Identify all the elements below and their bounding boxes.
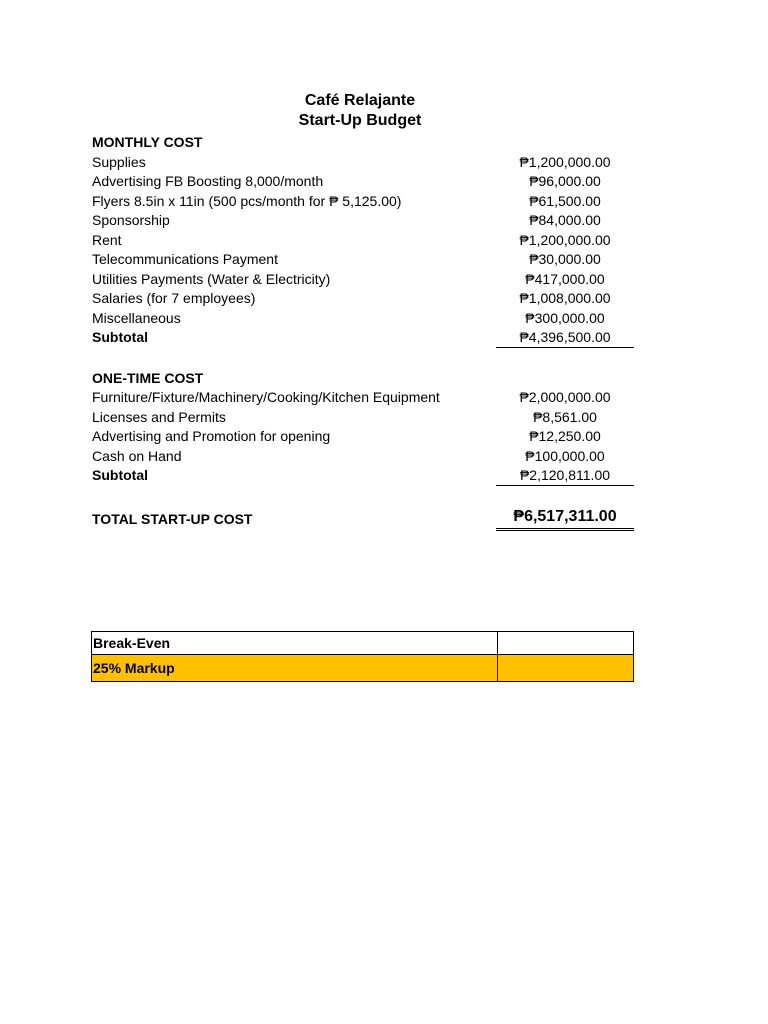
break-even-label: Break-Even — [92, 632, 498, 655]
subtotal-amount: ₱4,396,500.00 — [496, 328, 634, 348]
item-amount: ₱1,008,000.00 — [519, 290, 611, 306]
monthly-cost-heading: MONTHLY COST — [92, 134, 203, 150]
break-even-table — [91, 631, 634, 682]
one-time-row — [92, 408, 634, 428]
item-amount: ₱84,000.00 — [529, 212, 601, 228]
monthly-row — [92, 211, 634, 231]
one-time-row — [92, 388, 634, 408]
monthly-row — [92, 231, 634, 251]
item-label: Furniture/Fixture/Machinery/Cooking/Kitchen Equipment — [92, 389, 440, 405]
item-label: Telecommunications Payment — [92, 251, 278, 267]
item-amount: ₱1,200,000.00 — [519, 153, 611, 170]
subtotal-amount: ₱2,120,811.00 — [496, 466, 634, 486]
document-title — [230, 91, 490, 131]
item-label: Flyers 8.5in x 11in (500 pcs/month for ₱ 5,125.00) — [92, 192, 402, 209]
item-label: Advertising and Promotion for opening — [92, 428, 331, 444]
item-label: Cash on Hand — [92, 447, 182, 464]
item-amount: ₱12,250.00 — [529, 428, 601, 444]
item-amount: ₱8,561.00 — [533, 408, 597, 425]
monthly-subtotal-row — [92, 328, 634, 348]
monthly-row — [92, 172, 634, 192]
item-label: Salaries (for 7 employees) — [92, 290, 256, 306]
total-startup-row — [92, 505, 634, 531]
break-even-row — [92, 632, 634, 655]
item-label: Utilities Payments (Water & Electricity) — [92, 270, 331, 287]
one-time-cost-heading: ONE-TIME COST — [92, 369, 204, 386]
item-amount: ₱30,000.00 — [529, 251, 601, 267]
item-label: Supplies — [92, 153, 146, 170]
item-label: Rent — [92, 231, 122, 248]
one-time-subtotal-row — [92, 466, 634, 486]
monthly-row — [92, 309, 634, 329]
markup-value-cell[interactable] — [498, 655, 634, 682]
item-amount: ₱61,500.00 — [529, 192, 601, 209]
one-time-row — [92, 427, 634, 447]
markup-row — [92, 655, 634, 682]
item-amount: ₱300,000.00 — [525, 309, 605, 326]
section-spacer — [92, 348, 634, 369]
markup-label: 25% Markup — [92, 655, 498, 682]
cafe-name: Café Relajante — [304, 92, 416, 109]
section-spacer — [92, 486, 634, 505]
break-even-value-cell[interactable] — [498, 632, 634, 655]
item-label: Licenses and Permits — [92, 408, 226, 425]
subtotal-label: Subtotal — [92, 329, 148, 345]
monthly-row — [92, 192, 634, 212]
monthly-row — [92, 270, 634, 290]
item-amount: ₱2,000,000.00 — [519, 389, 611, 405]
monthly-row — [92, 289, 634, 309]
item-amount: ₱96,000.00 — [529, 173, 601, 189]
item-amount: ₱417,000.00 — [525, 270, 605, 287]
monthly-row — [92, 250, 634, 270]
total-label: TOTAL START-UP COST — [92, 510, 253, 527]
item-amount: ₱100,000.00 — [525, 447, 605, 464]
item-label: Advertising FB Boosting 8,000/month — [92, 173, 324, 189]
monthly-row — [92, 153, 634, 173]
item-label: Miscellaneous — [92, 309, 181, 326]
one-time-row — [92, 447, 634, 467]
item-label: Sponsorship — [92, 212, 170, 228]
total-amount: ₱6,517,311.00 — [496, 507, 634, 531]
budget-subtitle: Start-Up Budget — [298, 112, 422, 129]
item-amount: ₱1,200,000.00 — [519, 231, 611, 248]
subtotal-label: Subtotal — [92, 467, 148, 483]
budget-sheet — [92, 133, 634, 531]
